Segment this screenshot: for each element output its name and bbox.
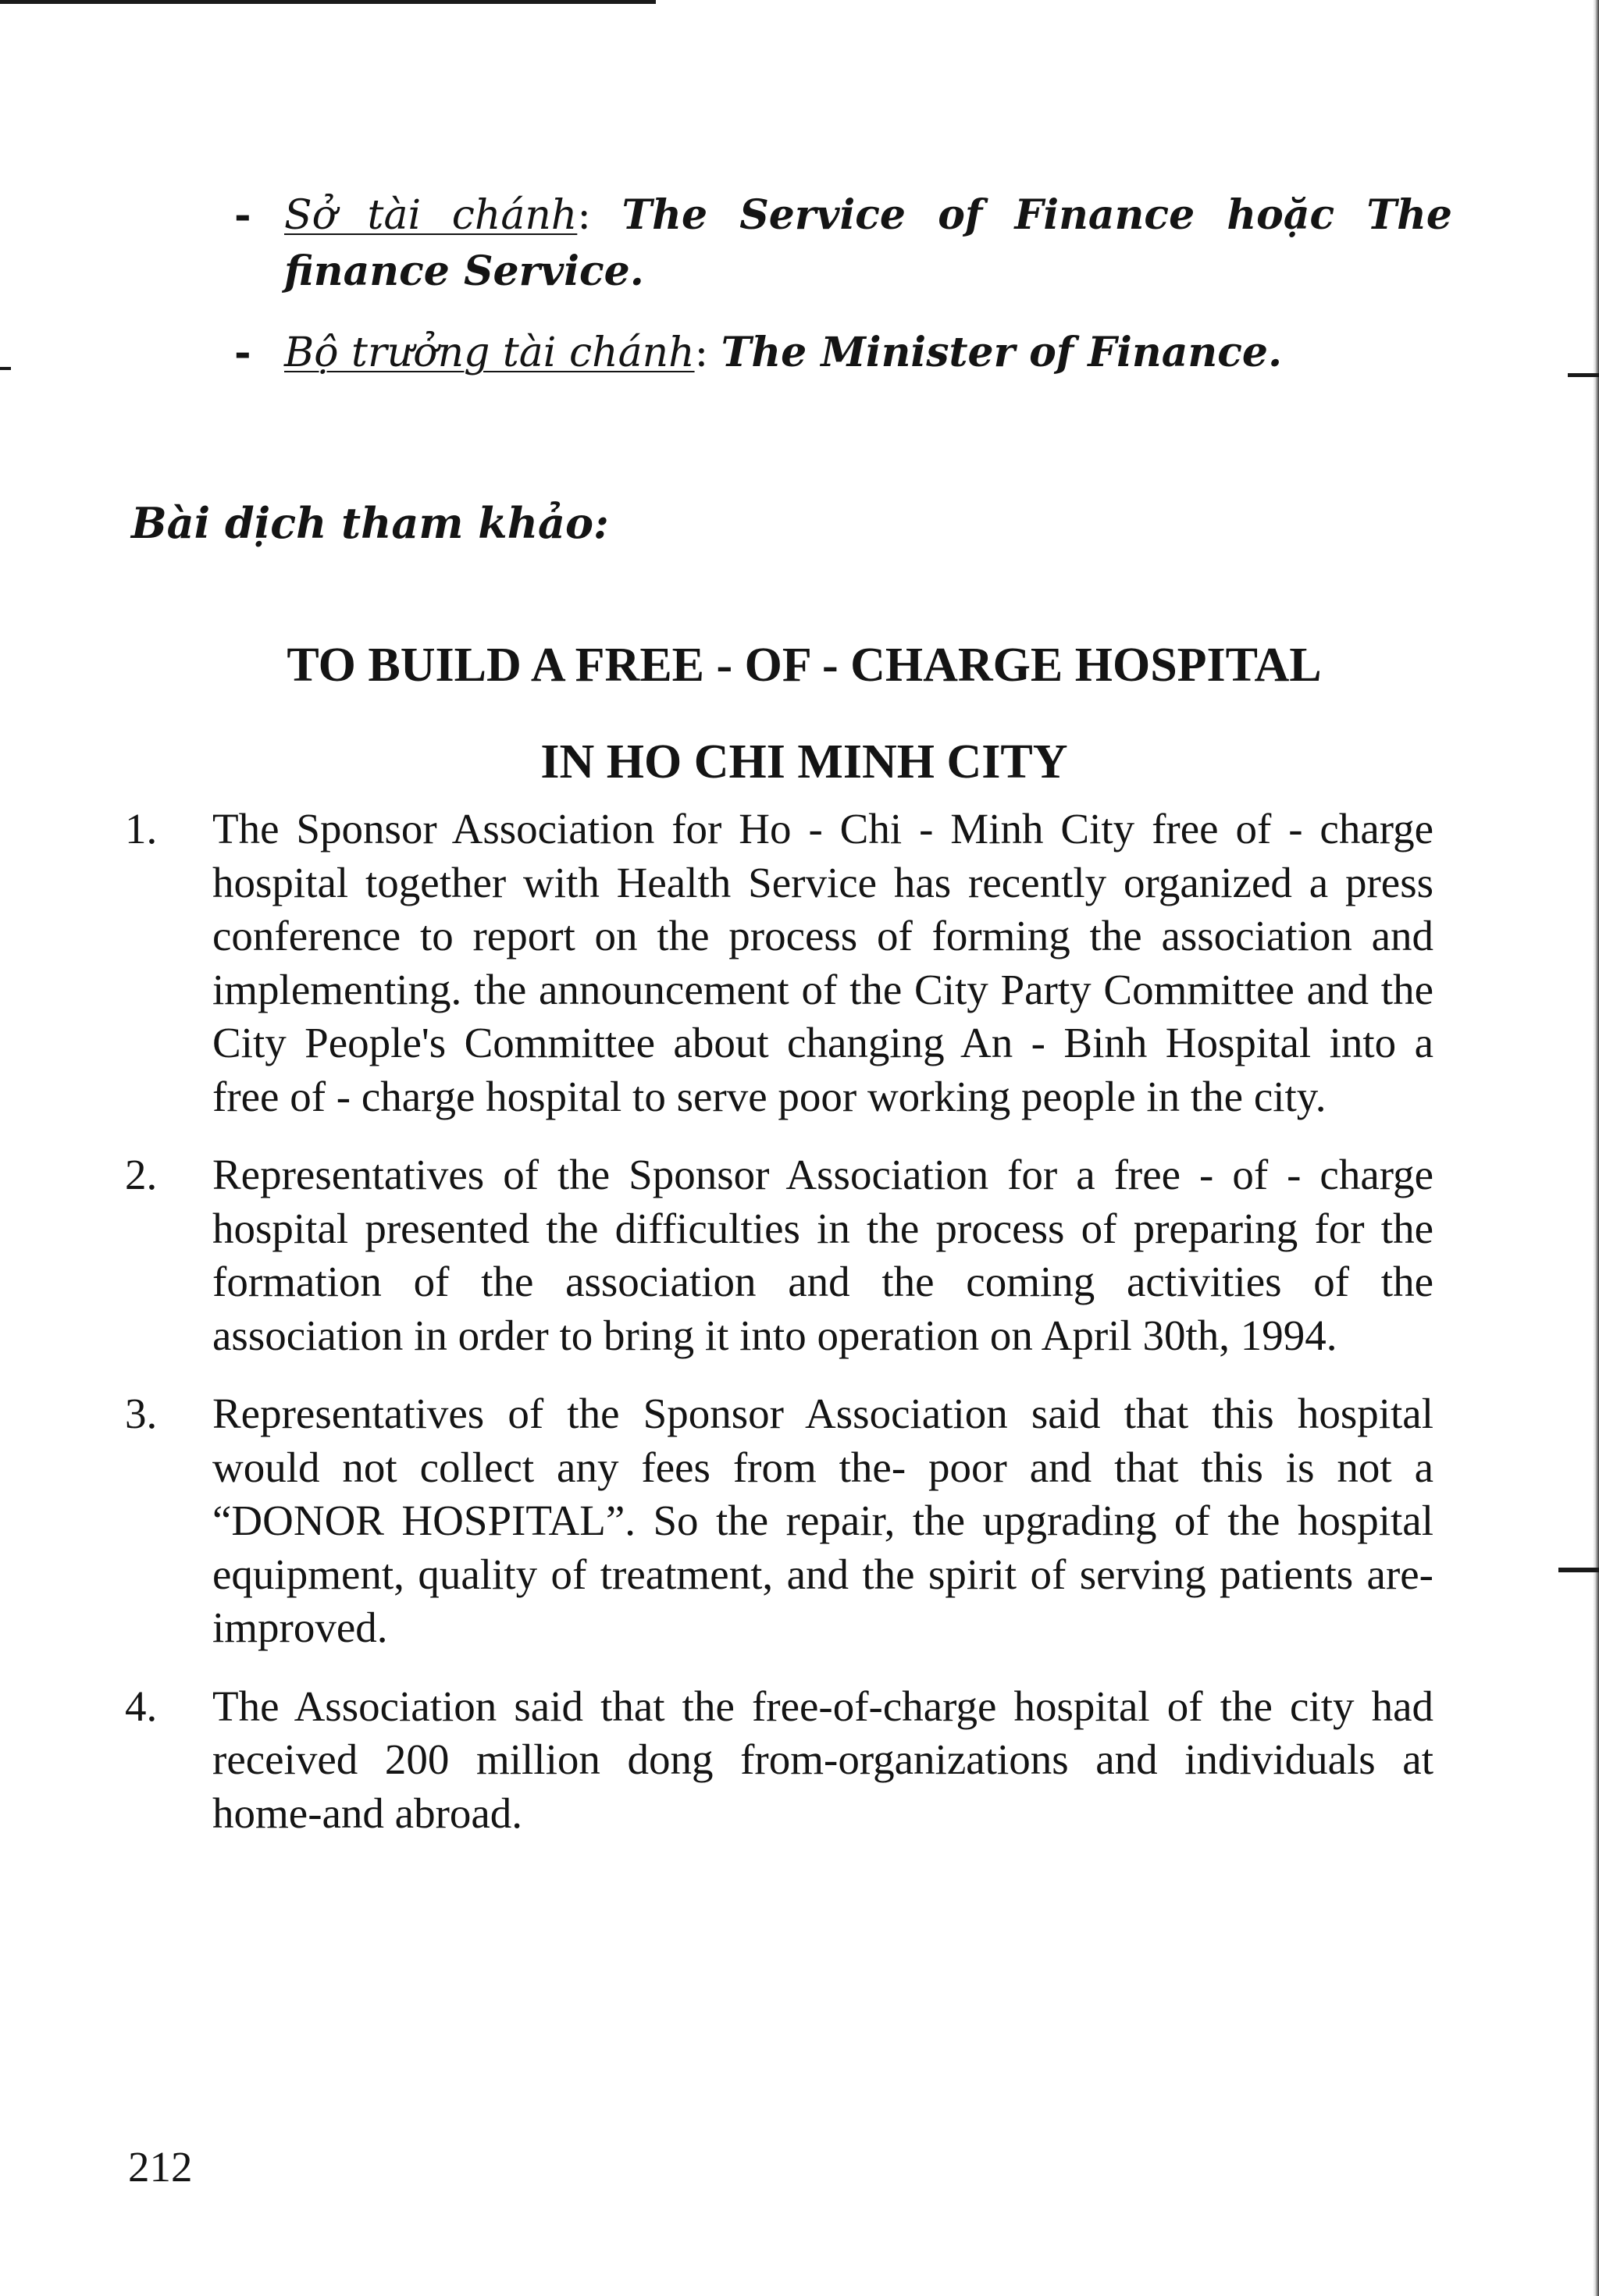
numbered-paragraphs <box>125 803 1433 1865</box>
paragraph-text: Representatives of the Sponsor Association said that this hospital would not collect any fees from the- poor and that this is not a “DONOR HOSPITAL”. So the repair, the upgrading of the hospital equipment, quality of treatment, and the spirit of serving patients are- improved. <box>212 1390 1433 1651</box>
paragraph-number: 2. <box>125 1151 158 1198</box>
paragraph-number: 4. <box>125 1682 158 1730</box>
scan-right-edge <box>1593 0 1599 2296</box>
glossary-definition: The Service of Finance hoặc The finance Service. <box>284 191 1452 295</box>
glossary-list <box>234 187 1452 406</box>
glossary-bullet: - <box>234 191 251 239</box>
paragraph-text: Representatives of the Sponsor Association for a free - of - charge hospital presented the difficulties in the process of preparing for the formation of the association and the coming activities of the association in order to bring it into operation on April 30th, 1994. <box>212 1151 1433 1359</box>
title-line-2: IN HO CHI MINH CITY <box>540 735 1068 788</box>
numbered-paragraph <box>125 1387 1433 1655</box>
glossary-bullet: - <box>234 329 251 376</box>
glossary-term: Sở tài chánh <box>284 192 578 239</box>
glossary-separator: : <box>694 329 709 376</box>
document-title <box>187 617 1421 810</box>
scan-mark-left <box>0 367 11 370</box>
glossary-item <box>234 187 1452 300</box>
paragraph-text: The Association said that the free-of-charge hospital of the city had received 200 million dong from-organizations and individuals at home-and abroad. <box>212 1682 1433 1837</box>
numbered-paragraph <box>125 1148 1433 1362</box>
glossary-term: Bộ trưởng tài chánh <box>284 329 695 376</box>
scan-top-edge <box>0 0 656 4</box>
page-number: 212 <box>128 2143 193 2191</box>
numbered-paragraph <box>125 803 1433 1123</box>
paragraph-number: 3. <box>125 1390 158 1437</box>
reference-translation-heading: Bài dịch tham khảo: <box>131 498 609 548</box>
glossary-definition: The Minister of Finance. <box>721 329 1283 376</box>
glossary-item <box>234 325 1452 381</box>
numbered-paragraph <box>125 1680 1433 1841</box>
scan-mark-right-lower <box>1558 1568 1599 1572</box>
paragraph-number: 1. <box>125 805 158 853</box>
paragraph-text: The Sponsor Association for Ho - Chi - Minh City free of - charge hospital together with Health Service has recently organized a press conference to report on the process of forming the association and implementing. the announcement of the City Party Committee and the City People's Committee about changing An - Binh Hospital into a free of - charge hospital to serve poor working people in the city. <box>212 805 1433 1120</box>
title-line-1: TO BUILD A FREE - OF - CHARGE HOSPITAL <box>287 639 1322 692</box>
glossary-separator: : <box>577 192 591 239</box>
scan-mark-right-upper <box>1568 373 1599 377</box>
